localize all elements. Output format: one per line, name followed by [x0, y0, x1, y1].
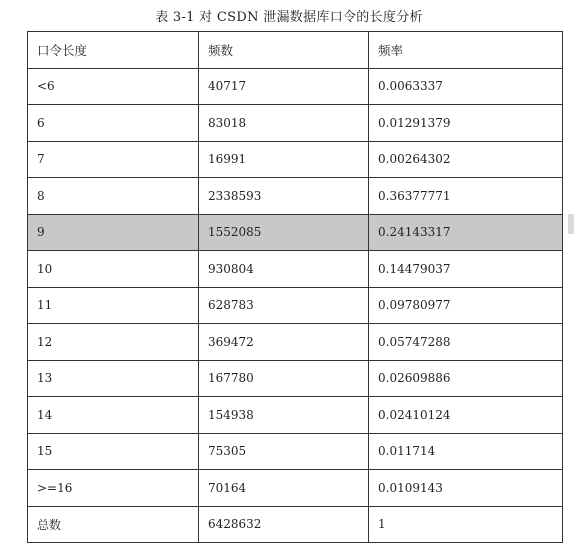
cell-length: 12 — [28, 324, 199, 361]
total-frequency: 1 — [369, 506, 563, 543]
table-caption: 表 3-1 对 CSDN 泄漏数据库口令的长度分析 — [155, 10, 423, 25]
table-row-highlighted — [28, 214, 563, 251]
cell-count: 369472 — [199, 324, 369, 361]
total-label: 总数 — [28, 506, 199, 543]
cell-length: 7 — [28, 141, 199, 178]
cell-count: 70164 — [199, 470, 369, 507]
cell-frequency: 0.14479037 — [369, 251, 563, 288]
cell-length: 9 — [28, 214, 199, 251]
cell-frequency: 0.36377771 — [369, 178, 563, 215]
table-row — [28, 360, 563, 397]
cell-count: 1552085 — [199, 214, 369, 251]
scroll-marker — [568, 214, 574, 234]
cell-length: <6 — [28, 68, 199, 105]
cell-count: 83018 — [199, 105, 369, 142]
cell-frequency: 0.01291379 — [369, 105, 563, 142]
table-row — [28, 178, 563, 215]
table-row — [28, 433, 563, 470]
cell-length: 14 — [28, 397, 199, 434]
cell-frequency: 0.24143317 — [369, 214, 563, 251]
cell-length: >=16 — [28, 470, 199, 507]
header-length: 口令长度 — [28, 32, 199, 69]
cell-frequency: 0.02410124 — [369, 397, 563, 434]
cell-count: 154938 — [199, 397, 369, 434]
cell-frequency: 0.02609886 — [369, 360, 563, 397]
cell-frequency: 0.011714 — [369, 433, 563, 470]
cell-count: 167780 — [199, 360, 369, 397]
cell-length: 15 — [28, 433, 199, 470]
cell-length: 10 — [28, 251, 199, 288]
table-total-row — [28, 506, 563, 543]
cell-length: 13 — [28, 360, 199, 397]
total-count: 6428632 — [199, 506, 369, 543]
cell-frequency: 0.05747288 — [369, 324, 563, 361]
table-row — [28, 470, 563, 507]
table-row — [28, 68, 563, 105]
table-row — [28, 251, 563, 288]
cell-frequency: 0.0109143 — [369, 470, 563, 507]
cell-length: 8 — [28, 178, 199, 215]
cell-frequency: 0.09780977 — [369, 287, 563, 324]
table-header-row — [28, 32, 563, 69]
cell-frequency: 0.00264302 — [369, 141, 563, 178]
table-row — [28, 324, 563, 361]
cell-count: 40717 — [199, 68, 369, 105]
cell-count: 930804 — [199, 251, 369, 288]
cell-count: 628783 — [199, 287, 369, 324]
header-frequency: 频率 — [369, 32, 563, 69]
cell-count: 16991 — [199, 141, 369, 178]
header-count: 频数 — [199, 32, 369, 69]
table-row — [28, 397, 563, 434]
cell-count: 75305 — [199, 433, 369, 470]
cell-frequency: 0.0063337 — [369, 68, 563, 105]
cell-length: 6 — [28, 105, 199, 142]
table-row — [28, 105, 563, 142]
cell-length: 11 — [28, 287, 199, 324]
cell-count: 2338593 — [199, 178, 369, 215]
table-row — [28, 141, 563, 178]
table-row — [28, 287, 563, 324]
password-length-table — [27, 31, 563, 543]
